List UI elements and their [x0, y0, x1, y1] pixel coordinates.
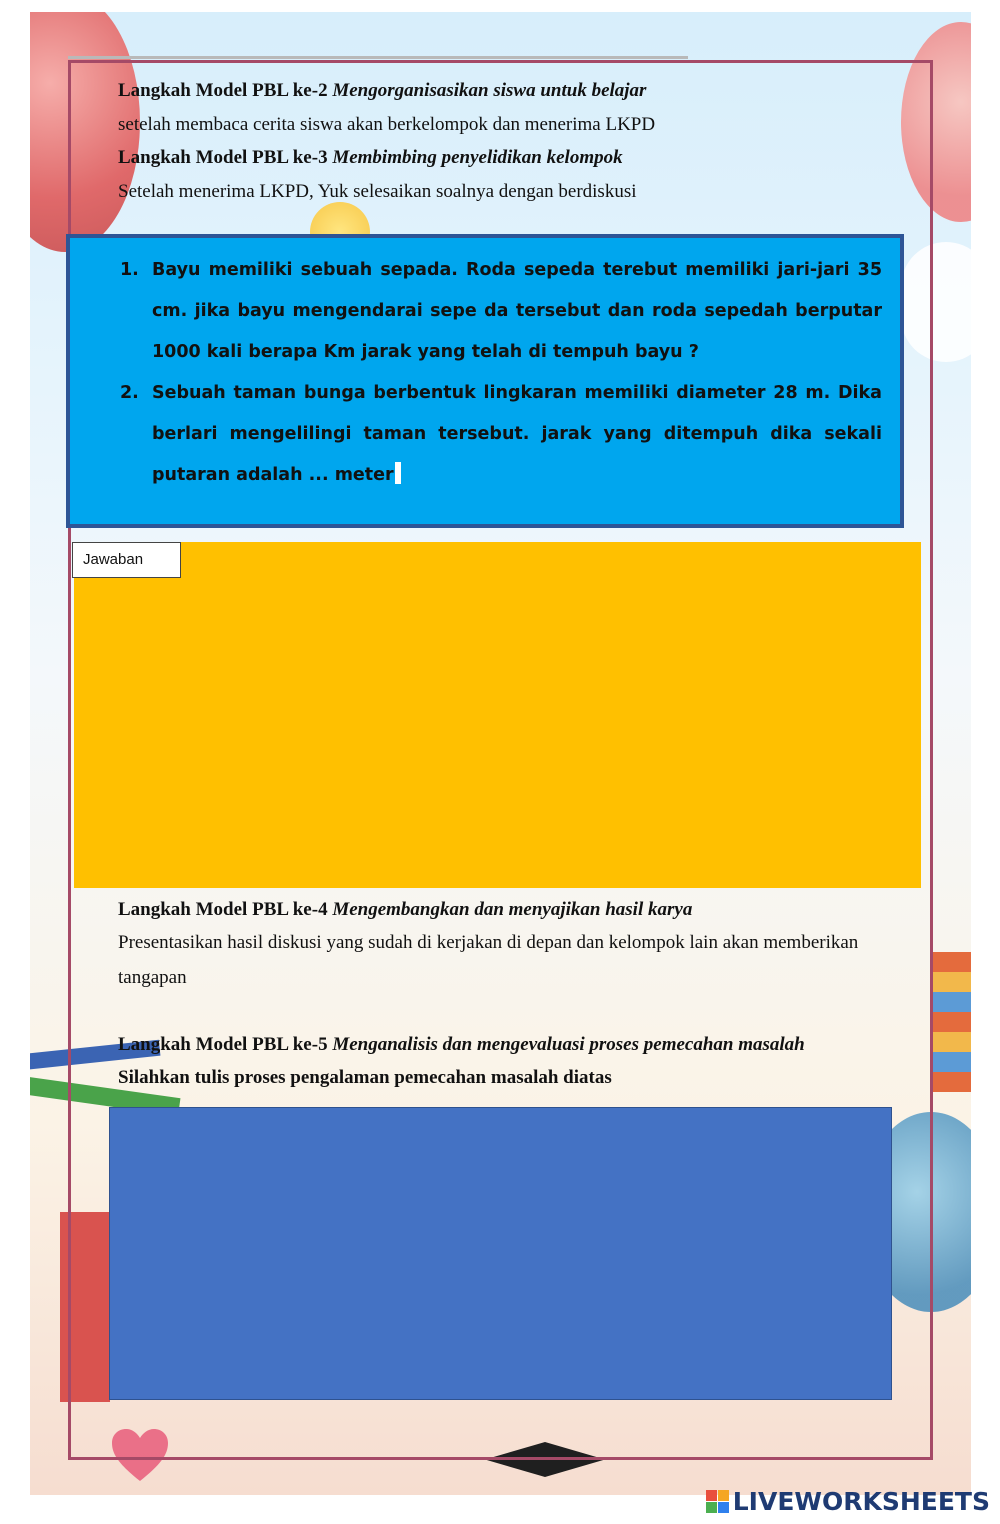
section2-heading-label: Langkah Model PBL ke-2 — [118, 80, 328, 101]
question-text: Sebuah taman bunga berbentuk lingkaran memiliki diameter 28 m. Dika berlari mengelilingi taman tersebut. jarak yang ditempuh dika sekali putaran adalah ... meter — [152, 383, 882, 485]
section4-body-line2: tangapan — [118, 967, 187, 988]
question-item — [120, 373, 882, 496]
question-box — [66, 234, 904, 528]
section2-heading — [118, 80, 646, 103]
question-list — [120, 250, 882, 496]
question-item — [120, 250, 882, 373]
section4-heading — [118, 899, 692, 922]
logo-text: LIVEWORKSHEETS — [732, 1486, 990, 1516]
section2-heading-title: Mengorganisasikan siswa untuk belajar — [332, 80, 647, 101]
worksheet-page — [30, 12, 971, 1495]
divider — [68, 56, 688, 59]
section3-heading-title: Membimbing penyelidikan kelompok — [332, 147, 623, 168]
section4-body-line1: Presentasikan hasil diskusi yang sudah di kerjakan di depan dan kelompok lain akan memberikan — [118, 932, 859, 953]
section3-heading — [118, 147, 623, 170]
section5-heading-label: Langkah Model PBL ke-5 — [118, 1034, 328, 1055]
logo-icon — [706, 1490, 729, 1513]
section5-heading — [118, 1034, 805, 1057]
section5-heading-title: Menganalisis dan mengevaluasi proses pemecahan masalah — [332, 1034, 805, 1055]
question-number: 2. — [120, 383, 139, 403]
section3-heading-label: Langkah Model PBL ke-3 — [118, 147, 328, 168]
section4-heading-title: Mengembangkan dan menyajikan hasil karya — [332, 899, 693, 920]
answer-label: Jawaban — [72, 542, 181, 578]
question-text: Bayu memiliki sebuah sepada. Roda sepeda terebut memiliki jari-jari 35 cm. jika bayu mengendarai sepe da tersebut dan roda sepedah berputar 1000 kali berapa Km jarak yang telah di tempuh bayu ? — [152, 260, 882, 362]
section5-body: Silahkan tulis proses pengalaman pemecahan masalah diatas — [118, 1067, 612, 1088]
question-number: 1. — [120, 260, 139, 280]
section3-body: Setelah menerima LKPD, Yuk selesaikan soalnya dengan berdiskusi — [118, 181, 637, 202]
answer-input-area[interactable] — [74, 542, 921, 888]
text-cursor — [395, 462, 401, 484]
liveworksheets-logo — [706, 1486, 990, 1516]
reflection-input-area[interactable] — [109, 1107, 892, 1400]
book-stack-decoration — [931, 952, 971, 1092]
section4-heading-label: Langkah Model PBL ke-4 — [118, 899, 328, 920]
section2-body: setelah membaca cerita siswa akan berkelompok dan menerima LKPD — [118, 114, 656, 135]
